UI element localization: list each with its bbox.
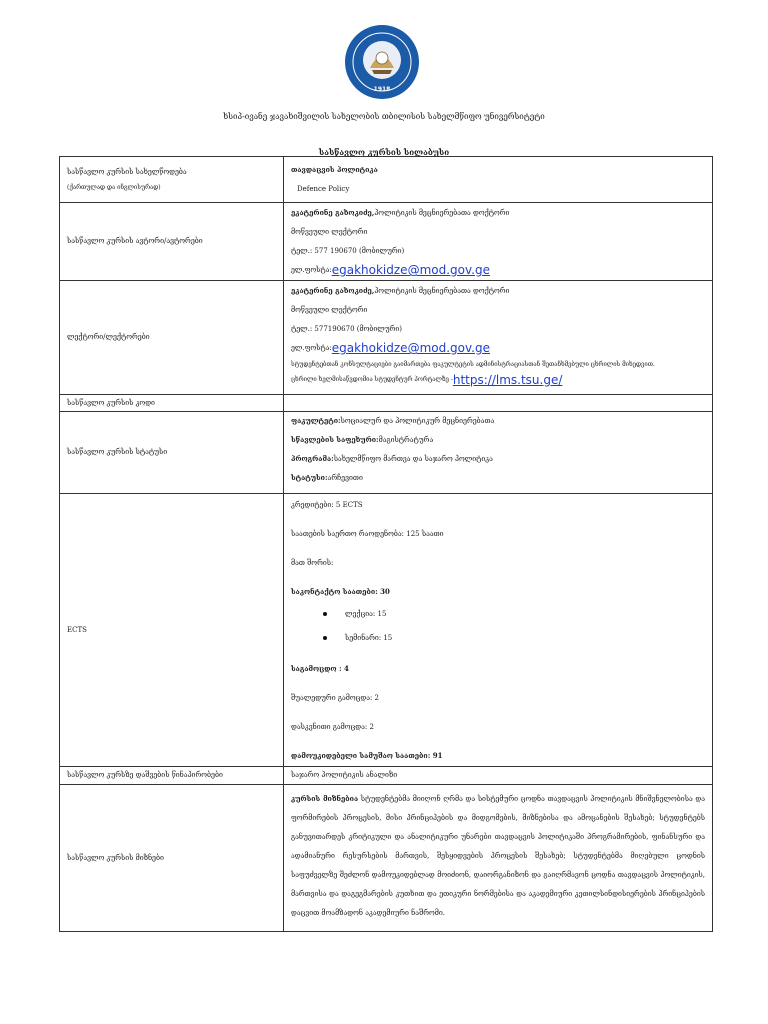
seal-year: 1918 [373,86,391,93]
ects-exams: საგამოცდო : 4 [291,664,349,674]
status-row [60,412,713,494]
course-name-ka: თავდაცვის პოლიტიკა [291,165,378,175]
authors-row [60,203,713,281]
ects-total-hours: საათების საერთო რაოდენობა: 125 საათი [291,530,444,539]
course-name-value-cell [284,157,713,203]
portal-note: ცხრილი ხელმისაწვდომია სტუდენტურ პორტალზე - [291,376,453,384]
ects-seminar: სემინარი: 15 [345,633,393,642]
prereq-value: საჯარო პოლიტიკის ანალიზი [284,767,713,785]
level-label: სწავლების საფეხური: [291,435,379,445]
ects-credits: კრედიტები: 5 ECTS [291,501,363,510]
author-position: მოწვეული ლექტორი [291,228,368,237]
code-row [60,395,713,412]
prereq-label: სასწავლო კურსზე დაშვების წინაპირობები [60,767,284,785]
lecturer-email-link[interactable]: egakhokidze@mod.gov.ge [331,341,490,356]
university-seal-logo [344,24,420,100]
status-label: სასწავლო კურსის სტატუსი [60,412,284,494]
ects-label: ECTS [60,494,284,767]
goals-lead: კურსის მიზნებია [291,794,359,803]
code-label: სასწავლო კურსის კოდი [60,395,284,412]
ects-lecture: ლექცია: 15 [345,609,387,618]
code-value [284,395,713,412]
lecturer-phone: ტელ.: 577190670 (მობილური) [291,325,403,334]
course-name-row [60,157,713,203]
goals-text: სტუდენტებმა მიიღონ ღრმა და სისტემური ცოდნა თავდაცვის პოლიტიკის მნიშვნელობისა და ფორმირების პროცესის, მისი პრინციპების და მიდგომების, მიზნებისა და ამოცანების შესახებ; სტუდენტებს განუვითარდეს კრიტიკული და ანალიტიკური უნარები თავდაცვის პოლიტიკაში პროგრამირების, ფინანსური და ადამიანური რესურსების მართვის, შესყიდვების პროცესის შესახებ; სტუდენტებმა მიღებული ცოდნის საფუძველზე შეძლონ დამოუკიდებლად მოიძიონ, დაიორგანიზონ და გაიღრმავონ ცოდნა თავდაცვის პოლიტიკის, მართვისა და დაგეგმარების კუთხით და ეთიკური ნორმებისა და აკადემიური კეთილსინდისიერების პრინციპების დაცვით მოამზადონ აკადემიური ნაშრომი. [291,795,706,917]
goals-value-cell [284,785,713,932]
ects-independent: დამოუკიდებელი სამუშაო საათები: 91 [291,751,443,761]
goals-label: სასწავლო კურსის მიზნები [60,785,284,932]
program-label: პროგრამა: [291,454,334,464]
bullet-icon [323,612,327,616]
lecturer-name: ეკატერინე გახოკიძე, [291,286,375,296]
bullet-icon [323,636,327,640]
course-name-label: სასწავლო კურსის სახელწოდება [67,168,187,177]
lecturers-value-cell [284,281,713,395]
consultation-note: სტუდენტებთან კონსულტაციები გაიმართება ფაკულტეტის ადმინისტრაციასთან შეთანხმებული ცხრილის მიხედვით. [291,361,655,369]
lecturer-email-label: ელ.ფოსტა: [291,344,332,353]
author-phone: ტელ.: 577 190670 (მობილური) [291,247,405,256]
level-value: მაგისტრატურა [378,436,434,445]
portal-link[interactable]: https://lms.tsu.ge/ [452,372,563,387]
status-value-cell [284,412,713,494]
course-name-en: Defence Policy [297,185,350,194]
ects-of-which: მათ შორის: [291,559,334,568]
page-title: სასწავლო კურსის სილაბუსი [318,147,450,157]
course-name-label-sub: (ქართულად და ინგლისურად) [67,183,161,191]
ects-final: დასკვნითი გამოცდა: 2 [291,723,374,732]
syllabus-table [59,156,713,932]
ects-value-cell [284,494,713,767]
ects-row [60,494,713,767]
course-name-label-cell [60,157,284,203]
prereq-row [60,767,713,785]
authors-value-cell [284,203,713,281]
ects-contact-hours: საკონტაქტო საათები: 30 [291,587,390,597]
lecturers-row [60,281,713,395]
author-email-label: ელ.ფოსტა: [291,266,332,275]
status-field-value: არჩევითი [327,474,363,483]
ects-seminar-item [291,626,705,650]
faculty-value: სოციალურ და პოლიტიკურ მეცნიერებათა [340,417,495,426]
program-value: სახელმწიფო მართვა და საჯარო პოლიტიკა [333,455,493,464]
author-email-link[interactable]: egakhokidze@mod.gov.ge [331,263,490,278]
lecturer-position: მოწვეული ლექტორი [291,306,368,315]
ects-midterm: შუალედური გამოცდა: 2 [291,694,380,703]
status-field-label: სტატუსი: [291,473,328,483]
author-name: ეკატერინე გახოკიძე, [291,208,375,218]
lecturers-label: ლექტორი/ლექტორები [60,281,284,395]
authors-label: სასწავლო კურსის ავტორი/ავტორები [60,203,284,281]
university-name: ხსიპ-ივანე ჯავახიშვილის სახელობის თბილისის სახელმწიფო უნივერსიტეტი [223,112,545,121]
goals-row [60,785,713,932]
author-degree: პოლიტიკის მეცნიერებათა დოქტორი [374,209,510,218]
faculty-label: ფაკულტეტი: [291,416,341,426]
lecturer-degree: პოლიტიკის მეცნიერებათა დოქტორი [374,287,510,296]
ects-lecture-item [291,602,705,626]
